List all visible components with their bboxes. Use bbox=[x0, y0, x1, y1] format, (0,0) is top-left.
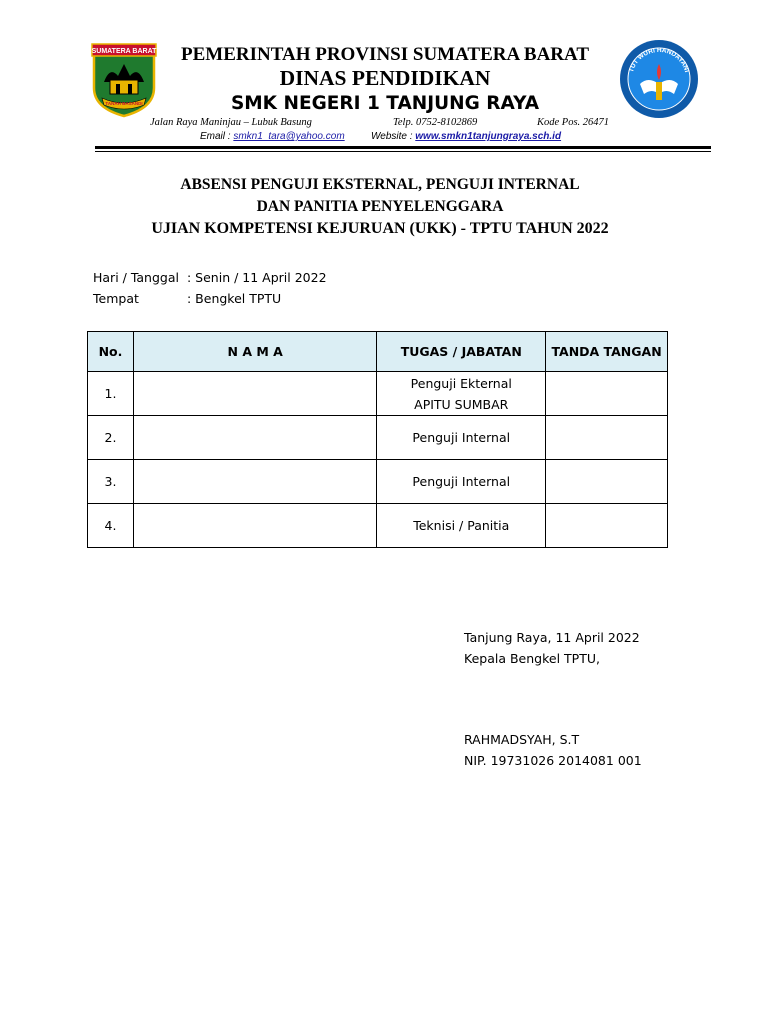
cell-no: 3. bbox=[88, 460, 134, 504]
cell-no: 2. bbox=[88, 416, 134, 460]
header-no: No. bbox=[88, 332, 134, 372]
table-row bbox=[88, 372, 668, 416]
tut-wuri-handayani-logo bbox=[618, 38, 700, 120]
place-label: Tempat bbox=[93, 291, 139, 306]
date-value: : Senin / 11 April 2022 bbox=[187, 270, 327, 285]
address-text: Jalan Raya Maninjau – Lubuk Basung bbox=[150, 117, 312, 128]
website-label: Website : bbox=[371, 131, 416, 142]
email-line bbox=[200, 131, 345, 142]
signature-place-date: Tanjung Raya, 11 April 2022 bbox=[464, 630, 640, 645]
table-row bbox=[88, 460, 668, 504]
cell-nama[interactable] bbox=[133, 372, 376, 416]
header-tanda-tangan: TANDA TANGAN bbox=[546, 332, 668, 372]
date-label: Hari / Tanggal bbox=[93, 270, 179, 285]
email-link[interactable]: smkn1_tara@yahoo.com bbox=[233, 131, 345, 142]
table-row bbox=[88, 504, 668, 548]
cell-tugas: Penguji Internal bbox=[377, 460, 546, 504]
header-tugas: TUGAS / JABATAN bbox=[377, 332, 546, 372]
province-heading: PEMERINTAH PROVINSI SUMATERA BARAT bbox=[180, 44, 589, 65]
signature-name: RAHMADSYAH, S.T bbox=[464, 732, 580, 747]
document-title-line-3: UJIAN KOMPETENSI KEJURUAN (UKK) - TPTU TAHUN 2022 bbox=[151, 220, 609, 237]
cell-tugas-line-1: Penguji Ekternal bbox=[410, 375, 512, 391]
email-label: Email : bbox=[200, 131, 234, 142]
cell-tugas: Teknisi / Panitia bbox=[377, 504, 546, 548]
website-link[interactable]: www.smkn1tanjungraya.sch.id bbox=[415, 131, 562, 142]
signature-nip: NIP. 19731026 2014081 001 bbox=[464, 753, 642, 768]
website-line bbox=[371, 131, 561, 142]
cell-tugas: Penguji Internal bbox=[377, 416, 546, 460]
logo-ring-text: TUT WURI HANDAYANI bbox=[627, 46, 691, 74]
phone-text: Telp. 0752-8102869 bbox=[393, 117, 478, 128]
postal-code-text: Kode Pos. 26471 bbox=[537, 117, 610, 128]
cell-tanda-tangan[interactable] bbox=[546, 460, 668, 504]
attendance-table bbox=[87, 331, 668, 548]
cell-tanda-tangan[interactable] bbox=[546, 416, 668, 460]
document-title-line-1: ABSENSI PENGUJI EKSTERNAL, PENGUJI INTERNAL bbox=[180, 176, 580, 193]
letterhead-divider-thin bbox=[95, 151, 711, 152]
document-title-line-2: DAN PANITIA PENYELENGGARA bbox=[256, 198, 504, 215]
header-nama: N A M A bbox=[133, 332, 376, 372]
cell-tugas bbox=[377, 372, 546, 416]
cell-nama[interactable] bbox=[133, 416, 376, 460]
cell-no: 4. bbox=[88, 504, 134, 548]
logo-ribbon-text: TANAH BASANDI bbox=[105, 101, 143, 106]
signature-position: Kepala Bengkel TPTU, bbox=[464, 651, 600, 666]
letterhead-divider-thick bbox=[95, 146, 711, 149]
cell-nama[interactable] bbox=[133, 460, 376, 504]
cell-no: 1. bbox=[88, 372, 134, 416]
cell-tanda-tangan[interactable] bbox=[546, 504, 668, 548]
table-header-row bbox=[88, 332, 668, 372]
school-heading: SMK NEGERI 1 TANJUNG RAYA bbox=[230, 93, 540, 114]
table-row bbox=[88, 416, 668, 460]
place-value: : Bengkel TPTU bbox=[187, 291, 282, 306]
cell-tanda-tangan[interactable] bbox=[546, 372, 668, 416]
logo-banner-text: SUMATERA BARAT bbox=[91, 48, 157, 55]
cell-nama[interactable] bbox=[133, 504, 376, 548]
office-heading: DINAS PENDIDIKAN bbox=[279, 66, 491, 90]
cell-tugas-line-2: APITU SUMBAR bbox=[414, 396, 509, 412]
